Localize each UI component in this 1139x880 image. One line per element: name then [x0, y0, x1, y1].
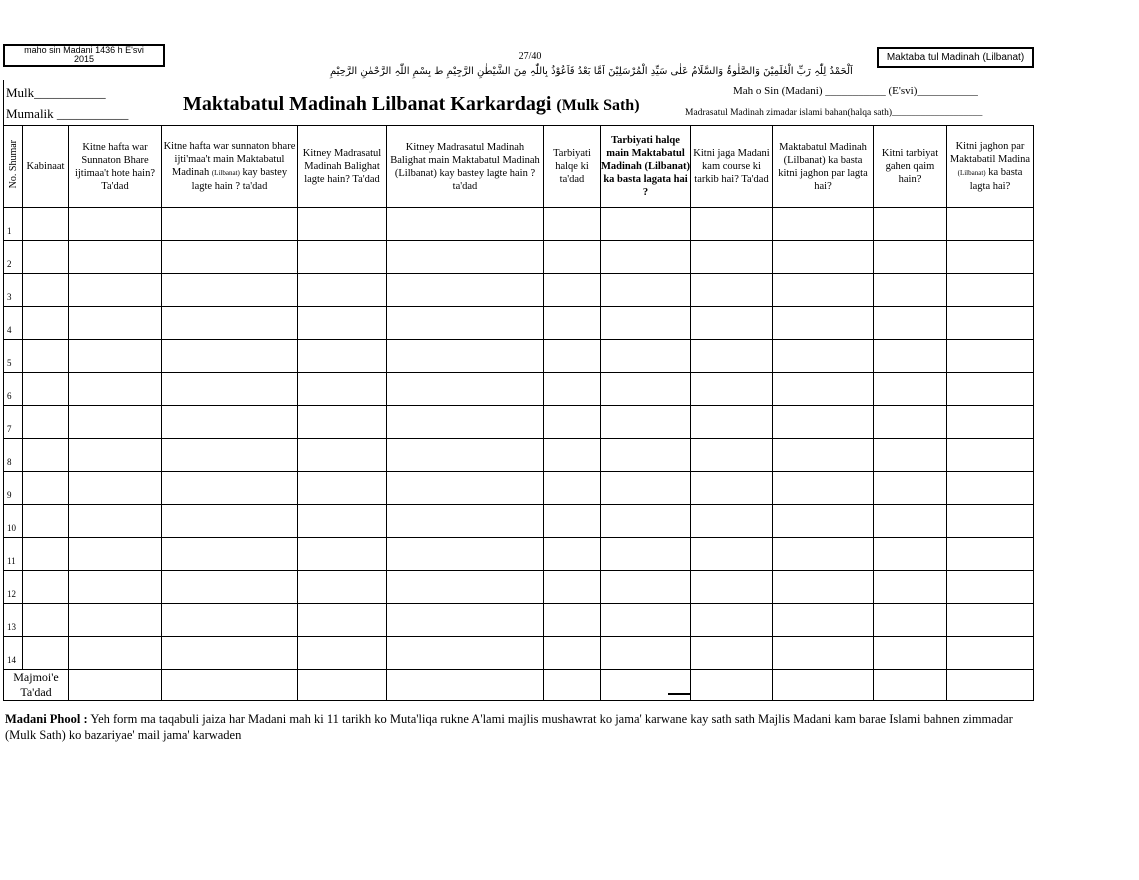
row-number: 5	[4, 340, 23, 373]
table-cell[interactable]	[69, 604, 162, 637]
table-cell[interactable]	[298, 472, 387, 505]
table-cell[interactable]	[69, 307, 162, 340]
table-cell[interactable]	[601, 340, 691, 373]
table-cell[interactable]	[23, 604, 69, 637]
table-cell[interactable]	[69, 538, 162, 571]
table-cell[interactable]	[544, 406, 601, 439]
table-cell[interactable]	[773, 373, 874, 406]
table-cell[interactable]	[947, 274, 1034, 307]
col-ijtimaat: Kitne hafta war Sunnaton Bhare ijtimaa't hote hain? Ta'dad	[69, 126, 162, 208]
table-cell[interactable]	[773, 439, 874, 472]
title-main: Maktabatul Madinah Lilbanat Karkardagi	[183, 93, 557, 115]
table-cell[interactable]	[544, 274, 601, 307]
table-cell[interactable]	[691, 439, 773, 472]
table-cell[interactable]	[947, 208, 1034, 241]
table-cell[interactable]	[23, 274, 69, 307]
table-cell[interactable]	[947, 439, 1034, 472]
table-cell[interactable]	[387, 274, 544, 307]
table-cell[interactable]	[298, 307, 387, 340]
total-cell[interactable]	[691, 670, 773, 701]
row-number: 1	[4, 208, 23, 241]
table-cell[interactable]	[298, 406, 387, 439]
page-title	[183, 93, 640, 116]
total-cell[interactable]	[947, 670, 1034, 701]
table-cell[interactable]	[874, 340, 947, 373]
table-cell[interactable]	[162, 472, 298, 505]
page-number: 27/40	[518, 51, 542, 62]
table-cell[interactable]	[947, 571, 1034, 604]
org-box: Maktaba tul Madinah (Lilbanat)	[877, 47, 1034, 68]
table-cell[interactable]	[298, 505, 387, 538]
table-row	[4, 307, 1034, 340]
footer-text: Yeh form ma taqabuli jaiza har Madani mah ki 11 tarikh ko Muta'liqa rukne A'lami majlis mushawrat ko jama' karwane kay sath sath Majlis Madani kam barae Islami bahnen zimmadar (Mulk Sath) ko bazariyae' mail jama' karwaden	[5, 712, 1013, 742]
col-halqe-basta: Tarbiyati halqe main Maktabatul Madinah (Lilbanat) ka basta lagata hai ?	[601, 126, 691, 208]
table-cell[interactable]	[298, 241, 387, 274]
table-cell[interactable]	[23, 373, 69, 406]
table-cell[interactable]	[23, 406, 69, 439]
table-cell[interactable]	[544, 538, 601, 571]
row-number: 14	[4, 637, 23, 670]
table-cell[interactable]	[387, 208, 544, 241]
col-jaghon-basta	[947, 126, 1034, 208]
table-cell[interactable]	[947, 406, 1034, 439]
table-cell[interactable]	[691, 472, 773, 505]
table-cell[interactable]	[773, 274, 874, 307]
table-cell[interactable]	[69, 571, 162, 604]
table-row	[4, 571, 1034, 604]
table-cell[interactable]	[162, 406, 298, 439]
table-cell[interactable]	[601, 373, 691, 406]
footer-label: Madani Phool :	[5, 712, 88, 726]
table-cell[interactable]	[773, 208, 874, 241]
table-cell[interactable]	[601, 472, 691, 505]
col-no	[4, 126, 23, 208]
table-cell[interactable]	[23, 208, 69, 241]
table-cell[interactable]	[387, 637, 544, 670]
col-madrasa-bastey: Kitney Madrasatul Madinah Balighat main Maktabatul Madinah (Lilbanat) kay bastey lagte hain ? ta'dad	[387, 126, 544, 208]
table-cell[interactable]	[691, 274, 773, 307]
table-cell[interactable]	[691, 604, 773, 637]
table-row	[4, 406, 1034, 439]
row-number: 3	[4, 274, 23, 307]
table-cell[interactable]	[947, 307, 1034, 340]
table-cell[interactable]	[601, 439, 691, 472]
table-cell[interactable]	[874, 472, 947, 505]
table-cell[interactable]	[387, 538, 544, 571]
col-kabinaat: Kabinaat	[23, 126, 69, 208]
table-cell[interactable]	[23, 571, 69, 604]
lbl: ka basta lagta hai?	[969, 167, 1023, 192]
table-row	[4, 241, 1034, 274]
date-box-line1: maho sin Madani 1436 h E'svi	[24, 45, 144, 55]
table-cell[interactable]	[874, 241, 947, 274]
table-cell[interactable]	[601, 241, 691, 274]
table-cell[interactable]	[601, 406, 691, 439]
table-cell[interactable]	[947, 604, 1034, 637]
table-cell[interactable]	[773, 241, 874, 274]
table-cell[interactable]	[874, 406, 947, 439]
table-cell[interactable]	[544, 208, 601, 241]
table-cell[interactable]	[69, 637, 162, 670]
table-cell[interactable]	[691, 571, 773, 604]
table-cell[interactable]	[387, 439, 544, 472]
date-box-line2: 2015	[73, 54, 95, 64]
table-cell[interactable]	[947, 340, 1034, 373]
table-cell[interactable]	[544, 505, 601, 538]
table-cell[interactable]	[387, 241, 544, 274]
arabic-invocation: اَلْحَمْدُ لِلّٰہِ رَبِّ الْعٰلَمِیْنَ وَالصَّلٰوۃُ وَالسَّلَامُ عَلٰی سَیِّدِ الْمُرْسَلِیْنَ اَمَّا بَعْدُ فَاَعُوْذُ بِاللّٰہِ مِنَ الشَّیْطٰنِ الرَّجِیْمِ ط بِسْمِ اللّٰہِ الرَّحْمٰنِ الرَّحِیْمِ	[330, 66, 853, 77]
table-cell[interactable]	[162, 241, 298, 274]
table-cell[interactable]	[69, 406, 162, 439]
table-cell[interactable]	[874, 373, 947, 406]
table-row	[4, 274, 1034, 307]
table-cell[interactable]	[23, 241, 69, 274]
table-cell[interactable]	[387, 307, 544, 340]
footer-note	[5, 711, 1035, 743]
header-row	[4, 126, 1034, 208]
table-cell[interactable]	[23, 637, 69, 670]
table-cell[interactable]	[69, 472, 162, 505]
table-cell[interactable]	[298, 571, 387, 604]
table-cell[interactable]	[947, 637, 1034, 670]
row-number: 12	[4, 571, 23, 604]
table-cell[interactable]	[23, 439, 69, 472]
table-cell[interactable]	[387, 604, 544, 637]
row-number: 6	[4, 373, 23, 406]
report-table	[3, 125, 1034, 701]
table-cell[interactable]	[773, 538, 874, 571]
table-cell[interactable]	[298, 373, 387, 406]
table-cell[interactable]	[691, 208, 773, 241]
table-cell[interactable]	[23, 307, 69, 340]
table-cell[interactable]	[544, 307, 601, 340]
lbl: Kitni jaghon par Maktabatil Madina	[949, 141, 1031, 165]
table-cell[interactable]	[601, 274, 691, 307]
total-cell[interactable]	[544, 670, 601, 701]
total-cell[interactable]	[387, 670, 544, 701]
table-cell[interactable]	[544, 571, 601, 604]
date-box	[3, 44, 165, 67]
table-cell[interactable]	[601, 604, 691, 637]
table-cell[interactable]	[544, 472, 601, 505]
table-cell[interactable]	[544, 637, 601, 670]
table-cell[interactable]	[773, 340, 874, 373]
table-cell[interactable]	[874, 637, 947, 670]
lbl: (Lilbanat)	[957, 169, 986, 177]
table-cell[interactable]	[544, 604, 601, 637]
table-cell[interactable]	[773, 505, 874, 538]
table-cell[interactable]	[298, 439, 387, 472]
table-cell[interactable]	[773, 637, 874, 670]
table-cell[interactable]	[773, 406, 874, 439]
table-cell[interactable]	[601, 538, 691, 571]
table-cell[interactable]	[691, 373, 773, 406]
lbl: Kitne hafta war sunnaton bhare ijti'maa't main Maktabatul Madinah	[163, 141, 296, 178]
table-cell[interactable]	[162, 637, 298, 670]
table-cell[interactable]	[601, 208, 691, 241]
table-cell[interactable]	[387, 373, 544, 406]
table-cell[interactable]	[691, 307, 773, 340]
divider	[3, 80, 4, 125]
table-row	[4, 373, 1034, 406]
table-cell[interactable]	[298, 637, 387, 670]
table-cell[interactable]	[387, 571, 544, 604]
divider	[668, 693, 690, 695]
total-label: Majmoi'e Ta'dad	[4, 670, 69, 701]
table-cell[interactable]	[69, 340, 162, 373]
table-cell[interactable]	[69, 373, 162, 406]
table-cell[interactable]	[601, 571, 691, 604]
table-cell[interactable]	[298, 538, 387, 571]
col-ijtimaat-bastey	[162, 126, 298, 208]
table-cell[interactable]	[162, 505, 298, 538]
table-cell[interactable]	[162, 274, 298, 307]
table-cell[interactable]	[544, 439, 601, 472]
row-number: 11	[4, 538, 23, 571]
table-cell[interactable]	[601, 307, 691, 340]
table-cell[interactable]	[69, 439, 162, 472]
table-cell[interactable]	[874, 505, 947, 538]
table-cell[interactable]	[947, 538, 1034, 571]
table-cell[interactable]	[874, 274, 947, 307]
table-cell[interactable]	[691, 505, 773, 538]
table-cell[interactable]	[601, 637, 691, 670]
table-cell[interactable]	[69, 505, 162, 538]
col-course: Kitni jaga Madani kam course ki tarkib hai? Ta'dad	[691, 126, 773, 208]
table-row	[4, 505, 1034, 538]
total-cell[interactable]	[162, 670, 298, 701]
table-cell[interactable]	[691, 637, 773, 670]
total-row	[4, 670, 1034, 701]
table-cell[interactable]	[874, 307, 947, 340]
table-cell[interactable]	[23, 472, 69, 505]
table-cell[interactable]	[874, 208, 947, 241]
table-cell[interactable]	[773, 571, 874, 604]
table-cell[interactable]	[947, 505, 1034, 538]
total-cell[interactable]	[874, 670, 947, 701]
col-madrasa-count: Kitney Madrasatul Madinah Balighat lagte hain? Ta'dad	[298, 126, 387, 208]
table-cell[interactable]	[387, 340, 544, 373]
table-cell[interactable]	[387, 505, 544, 538]
table-row	[4, 604, 1034, 637]
table-cell[interactable]	[691, 241, 773, 274]
row-number: 10	[4, 505, 23, 538]
row-number: 13	[4, 604, 23, 637]
table-cell[interactable]	[162, 208, 298, 241]
table-cell[interactable]	[601, 505, 691, 538]
title-sub: (Mulk Sath)	[556, 97, 640, 114]
table-cell[interactable]	[874, 538, 947, 571]
table-cell[interactable]	[23, 340, 69, 373]
row-number: 4	[4, 307, 23, 340]
col-basta-jaghon: Maktabatul Madinah (Lilbanat) ka basta kitni jaghon par lagta hai?	[773, 126, 874, 208]
table-cell[interactable]	[69, 274, 162, 307]
lbl: (Lilbanat)	[211, 169, 240, 177]
table-cell[interactable]	[162, 340, 298, 373]
table-cell[interactable]	[162, 571, 298, 604]
mumalik-field: Mumalik ___________	[6, 106, 129, 121]
table-row	[4, 637, 1034, 670]
table-cell[interactable]	[773, 307, 874, 340]
table-cell[interactable]	[691, 406, 773, 439]
table-cell[interactable]	[387, 472, 544, 505]
table-cell[interactable]	[544, 340, 601, 373]
table-cell[interactable]	[874, 571, 947, 604]
table-row	[4, 472, 1034, 505]
table-cell[interactable]	[544, 241, 601, 274]
table-cell[interactable]	[298, 604, 387, 637]
lbl: kay bastey lagte hain ? ta'dad	[191, 167, 288, 192]
table-cell[interactable]	[69, 241, 162, 274]
table-cell[interactable]	[162, 373, 298, 406]
table-cell[interactable]	[298, 340, 387, 373]
table-cell[interactable]	[544, 373, 601, 406]
table-cell[interactable]	[162, 307, 298, 340]
row-number: 9	[4, 472, 23, 505]
table-cell[interactable]	[387, 406, 544, 439]
total-cell[interactable]	[69, 670, 162, 701]
table-row	[4, 538, 1034, 571]
row-number: 2	[4, 241, 23, 274]
table-row	[4, 340, 1034, 373]
table-cell[interactable]	[874, 439, 947, 472]
col-tarbiyat-gahen: Kitni tarbiyat gahen qaim hain?	[874, 126, 947, 208]
total-cell[interactable]	[298, 670, 387, 701]
table-cell[interactable]	[69, 208, 162, 241]
mah-o-sin-field: Mah o Sin (Madani) ___________ (E'svi)___________	[733, 85, 978, 97]
table-cell[interactable]	[773, 472, 874, 505]
row-number: 8	[4, 439, 23, 472]
table-cell[interactable]	[691, 340, 773, 373]
row-number: 7	[4, 406, 23, 439]
total-cell[interactable]	[773, 670, 874, 701]
table-cell[interactable]	[23, 538, 69, 571]
col-no-label: No. Shumar	[7, 140, 19, 189]
total-cell[interactable]	[601, 670, 691, 701]
mulk-field: Mulk___________	[6, 85, 106, 100]
col-halqe-count: Tarbiyati halqe ki ta'dad	[544, 126, 601, 208]
table-cell[interactable]	[773, 604, 874, 637]
table-cell[interactable]	[162, 439, 298, 472]
table-cell[interactable]	[298, 274, 387, 307]
table-cell[interactable]	[947, 472, 1034, 505]
table-cell[interactable]	[947, 241, 1034, 274]
table-row	[4, 208, 1034, 241]
table-cell[interactable]	[162, 538, 298, 571]
table-cell[interactable]	[162, 604, 298, 637]
madrasa-field: Madrasatul Madinah zimadar islami bahan(halqa sath)___________________	[685, 108, 983, 118]
table-row	[4, 439, 1034, 472]
table-cell[interactable]	[691, 538, 773, 571]
table-cell[interactable]	[947, 373, 1034, 406]
table-cell[interactable]	[874, 604, 947, 637]
table-cell[interactable]	[23, 505, 69, 538]
table-cell[interactable]	[298, 208, 387, 241]
